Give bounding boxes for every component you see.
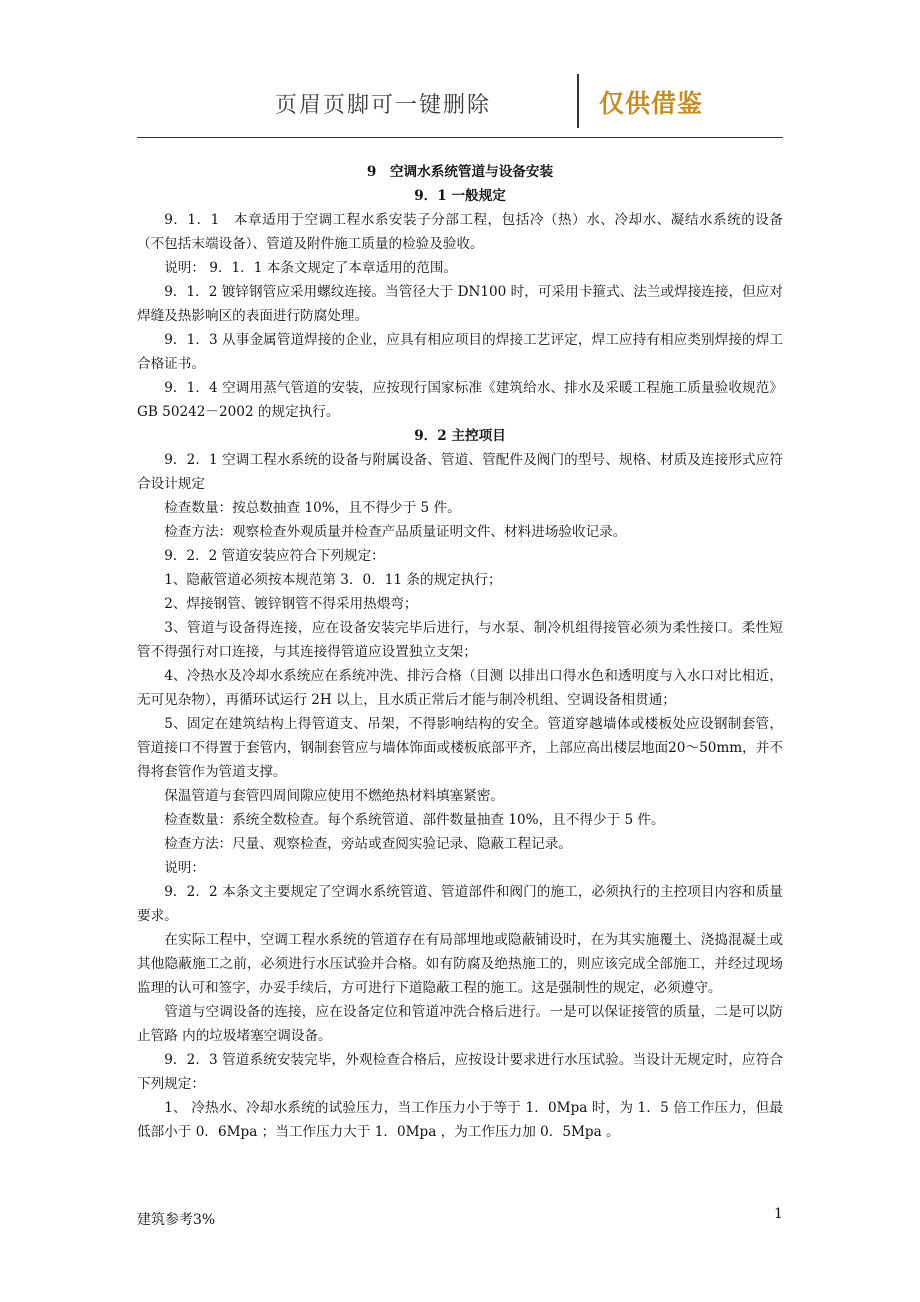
paragraph: 9．1．1 本章适用于空调工程水系安装子分部工程，包括冷（热）水、冷却水、凝结水系统的设备（不包括末端设备）、管道及附件施工质量的检验及验收。 xyxy=(137,212,783,252)
paragraph: 9．2．2 管道安装应符合下列规定： xyxy=(164,548,385,564)
paragraph: 1、隐蔽管道必须按本规范第 3．0．11 条的规定执行； xyxy=(164,572,502,588)
paragraph: 9．2．1 空调工程水系统的设备与附属设备、管道、管配件及阀门的型号、规格、材质及连接形式应符合设计规定 xyxy=(137,452,783,492)
paragraph: 9．1．2 镀锌钢管应采用螺纹连接。当管径大于 DN100 时，可采用卡箍式、法兰或焊接连接，但应对焊缝及热影响区的表面进行防腐处理。 xyxy=(137,284,783,324)
paragraph: 9．2．2 本条文主要规定了空调水系统管道、管道部件和阀门的施工，必须执行的主控项目内容和质量要求。 xyxy=(137,884,783,924)
paragraph: 检查方法：观察检查外观质量并检查产品质量证明文件、材料进场验收记录。 xyxy=(164,524,627,540)
paragraph: 9．2．3 管道系统安装完毕，外观检查合格后，应按设计要求进行水压试验。当设计无规定时，应符合下列规定： xyxy=(137,1052,783,1092)
paragraph: 检查数量：系统全数检查。每个系统管道、部件数量抽查 10%，且不得少于 5 件。 xyxy=(164,812,665,828)
paragraph: 9．1．3 从事金属管道焊接的企业，应具有相应项目的焊接工艺评定，焊工应持有相应类别焊接的焊工合格证书。 xyxy=(137,332,783,372)
header-left-text: 页眉页脚可一键删除 xyxy=(275,93,492,118)
paragraph: 3、管道与设备得连接，应在设备安装完毕后进行，与水泵、制冷机组得接管必须为柔性接口。柔性短管不得强行对口连接，与其连接得管道应设置独立支架； xyxy=(137,620,783,660)
chapter-title: 9 空调水系统管道与设备安装 xyxy=(366,164,554,180)
section-heading: 9．2 主控项目 xyxy=(414,428,506,444)
header-separator xyxy=(577,74,579,128)
footer-left-text: 建筑参考3% xyxy=(137,1212,216,1228)
paragraph: 在实际工程中，空调工程水系统的管道存在有局部埋地或隐蔽铺设时，在为其实施覆土、浇捣混凝土或其他隐蔽施工之前，必须进行水压试验并合格。如有防腐及绝热施工的，则应该完成全部施工，并经过现场监理的认可和签字，办妥手续后，方可进行下道隐蔽工程的施工。这是强制性的规定，必须遵守。 xyxy=(137,932,783,996)
paragraph: 1、 冷热水、冷却水系统的试验压力，当工作压力小于等于 1．0Mpa 时，为 1．5 倍工作压力，但最低部小于 0．6Mpa ；当工作压力大于 1．0Mpa ，为工作压力加 0．5Mpa 。 xyxy=(137,1100,783,1140)
paragraph: 9．1．4 空调用蒸气管道的安装，应按现行国家标准《建筑给水、排水及采暖工程施工质量验收规范》GB 50242－2002 的规定执行。 xyxy=(137,380,783,420)
paragraph: 检查数量：按总数抽查 10%，且不得少于 5 件。 xyxy=(164,500,461,516)
paragraph: 保温管道与套管四周间隙应使用不燃绝热材料填塞紧密。 xyxy=(164,788,505,804)
page-number: 1 xyxy=(774,1206,783,1222)
paragraph: 检查方法：尺量、观察检查，旁站或查阅实验记录、隐蔽工程记录。 xyxy=(164,836,572,852)
paragraph: 说明： xyxy=(164,860,205,876)
document-body xyxy=(137,160,783,1144)
header-right-text: 仅供借鉴 xyxy=(599,89,704,118)
paragraph: 说明： 9．1．1 本条文规定了本章适用的范围。 xyxy=(164,260,458,276)
paragraph: 2、焊接钢管、镀锌钢管不得采用热煨弯； xyxy=(164,596,418,612)
paragraph: 5、固定在建筑结构上得管道支、吊架，不得影响结构的安全。管道穿越墙体或楼板处应设钢制套管，管道接口不得置于套管内，钢制套管应与墙体饰面或楼板底部平齐，上部应高出楼层地面20～50mm，并不得将套管作为管道支撑。 xyxy=(137,716,783,780)
page-header xyxy=(137,66,783,138)
header-rule xyxy=(137,137,783,138)
paragraph: 4、冷热水及冷却水系统应在系统冲洗、排污合格（目测 以排出口得水色和透明度与入水口对比相近，无可见杂物），再循环试运行 2H 以上，且水质正常后才能与制冷机组、空调设备相贯通； xyxy=(137,668,783,708)
paragraph: 管道与空调设备的连接，应在设备定位和管道冲洗合格后进行。一是可以保证接管的质量，二是可以防止管路 内的垃圾堵塞空调设备。 xyxy=(137,1004,783,1044)
section-heading: 9．1 一般规定 xyxy=(414,188,506,204)
